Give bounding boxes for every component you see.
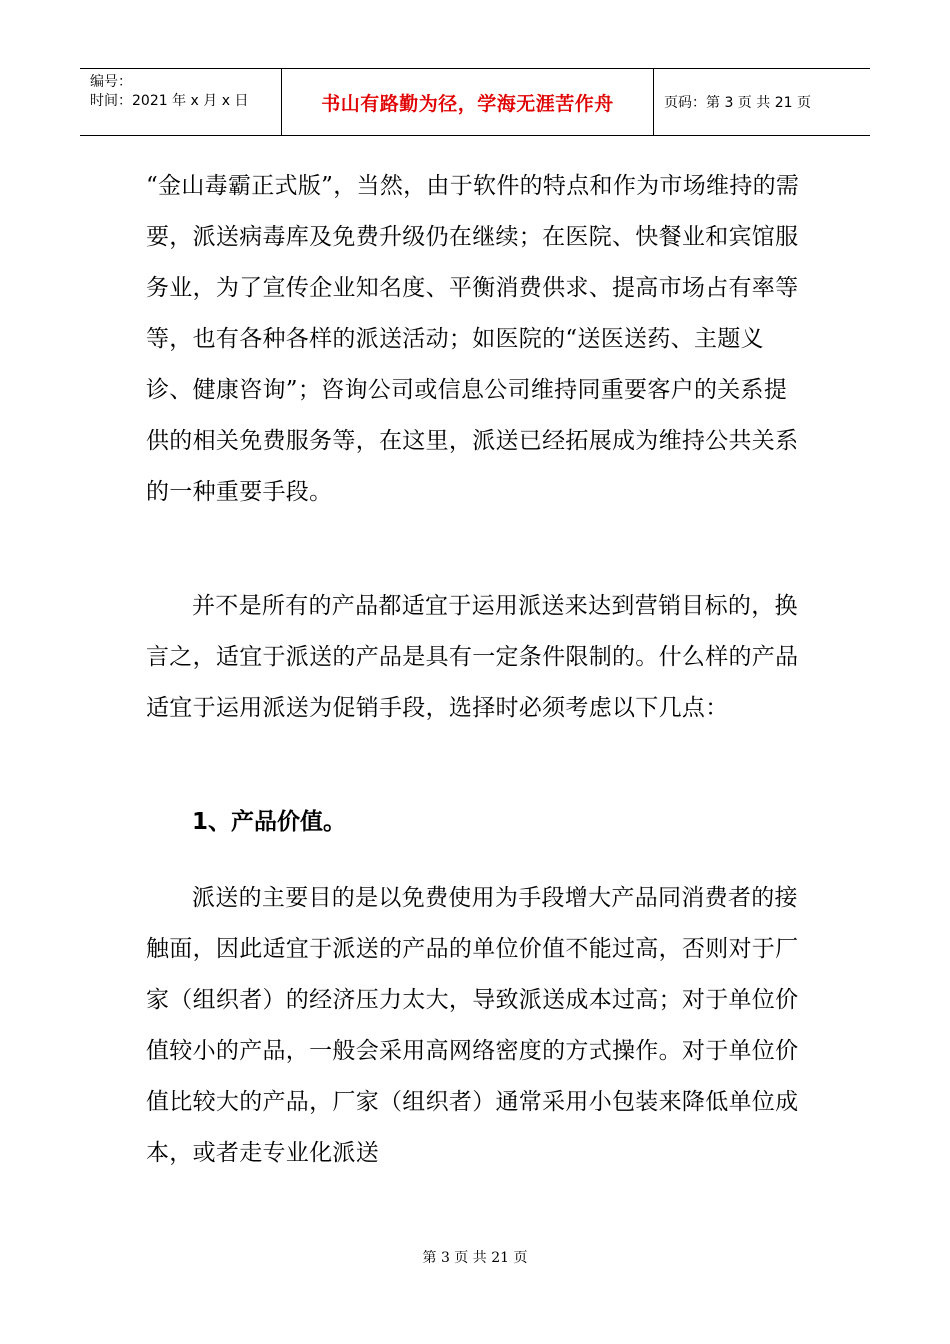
paragraph-3-text: 派送的主要目的是以免费使用为手段增大产品同消费者的接触面，因此适宜于派送的产品的单位价值不能过高，否则对于厂家（组织者）的经济压力太大，导致派送成本过高；对于单位价值较小的产品，一般会采用高网络密度的方式操作。对于单位价值比较大的产品，厂家（组织者）通常采用小包装来降低单位成本，或者走专业化派送: [146, 885, 799, 1166]
paragraph-1-text: “金山毒霸正式版”，当然，由于软件的特点和作为市场维持的需要，派送病毒库及免费升级仍在继续；在医院、快餐业和宾馆服务业，为了宣传企业知名度、平衡消费供求、提高市场占有率等等，也有各种各样的派送活动；如医院的“送医送药、主题义诊、健康咨询”；咨询公司或信息公司维持同重要客户的关系提供的相关免费服务等，在这里，派送已经拓展成为维持公共关系的一种重要手段。: [146, 173, 800, 505]
section-heading-product-value: 1、产品价值。: [192, 809, 347, 835]
paragraph-2: [146, 581, 806, 734]
header-motto: 书山有路勤为径，学海无涯苦作舟: [282, 69, 654, 135]
paragraph-3: [146, 873, 806, 1179]
page-footer: 第 3 页 共 21 页: [422, 1250, 528, 1266]
document-number-label: 编号：: [90, 74, 132, 90]
paragraph-2-text: 并不是所有的产品都适宜于运用派送来达到营销目标的，换言之，适宜于派送的产品是具有一定条件限制的。什么样的产品适宜于运用派送为促销手段，选择时必须考虑以下几点：: [146, 593, 799, 721]
document-header: [80, 68, 870, 136]
document-time-label: 时间：2021 年 x 月 x 日: [90, 93, 249, 109]
header-meta: [80, 69, 282, 135]
header-page-info: 页码：第 3 页 共 21 页: [664, 95, 811, 111]
paragraph-1: [146, 161, 806, 518]
